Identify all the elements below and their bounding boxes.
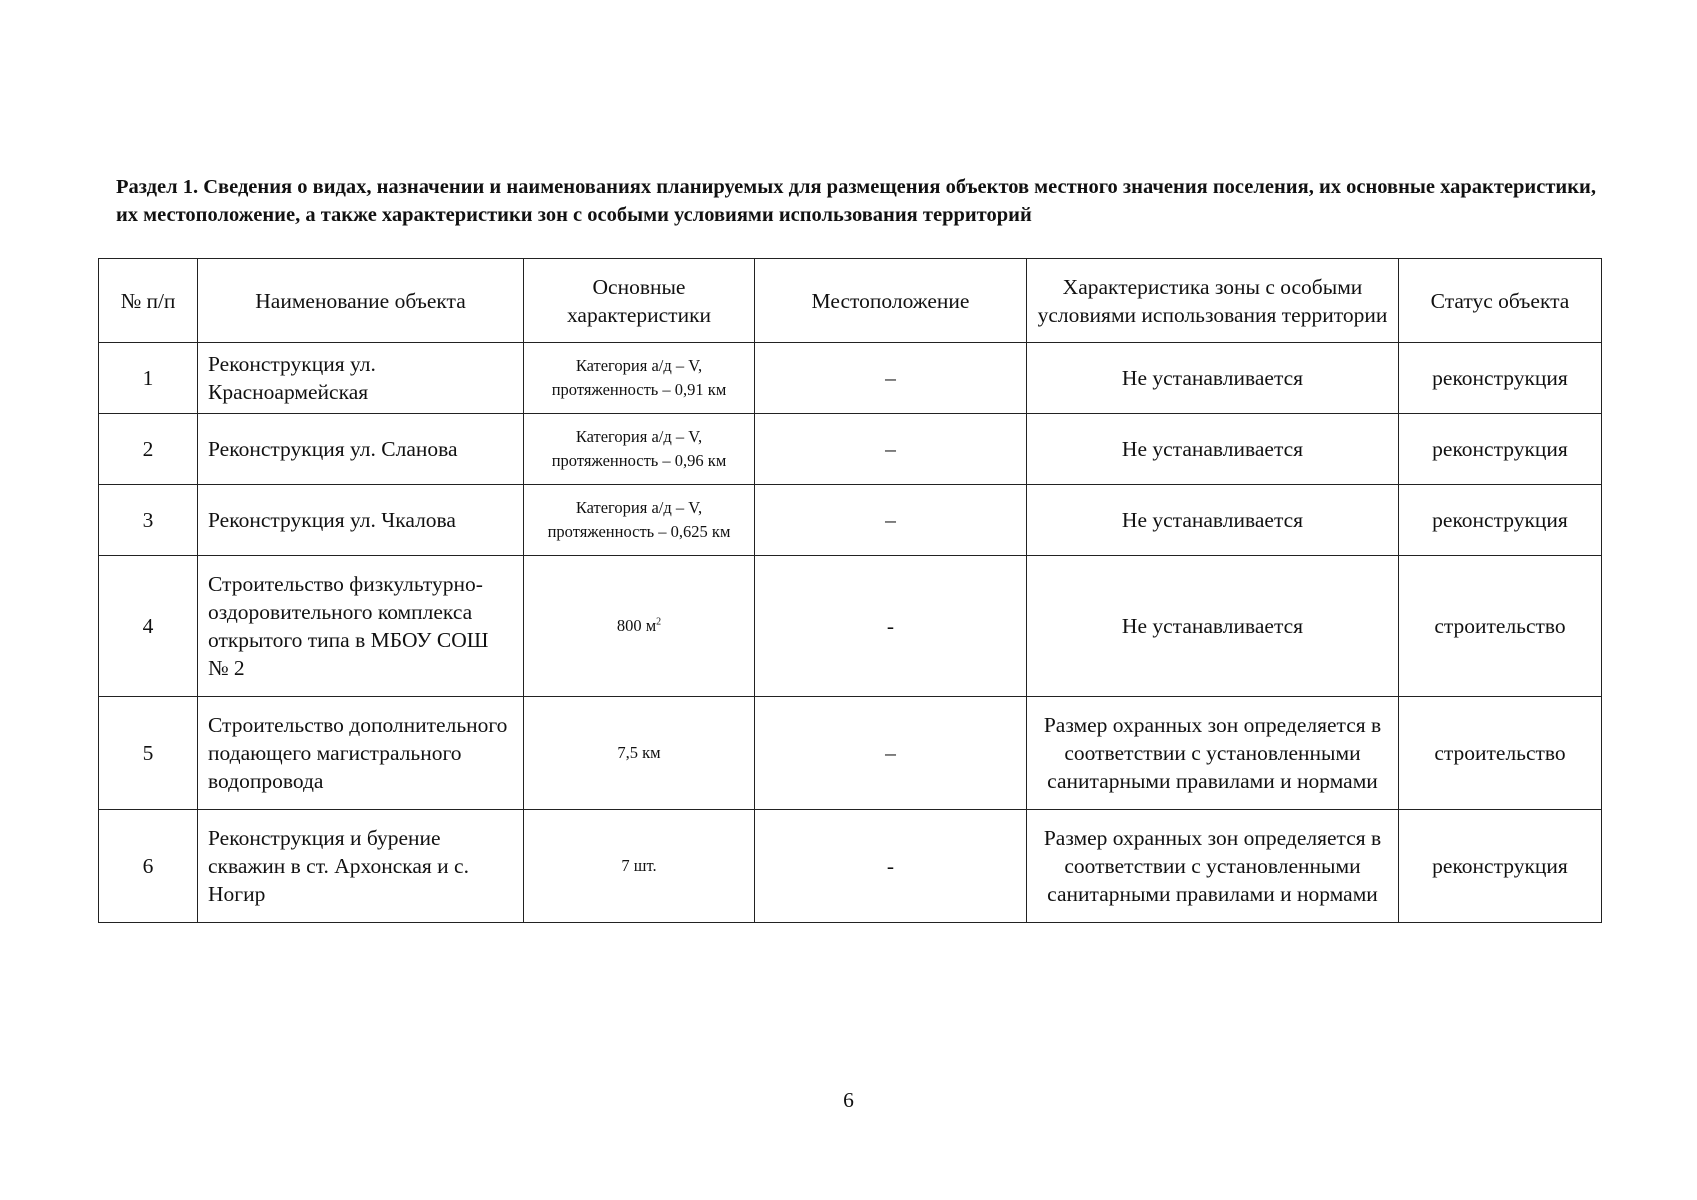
row-name: Строительство физкультурно-оздоровительного комплекса открытого типа в МБОУ СОШ № 2: [198, 556, 524, 697]
table-row: [99, 485, 1602, 556]
row-zone: Размер охранных зон определяется в соответствии с установленными санитарными правилами и нормами: [1027, 697, 1399, 810]
row-location: –: [755, 414, 1027, 485]
row-num: 1: [99, 343, 198, 414]
row-num: 3: [99, 485, 198, 556]
row-location: -: [755, 556, 1027, 697]
section-heading: Раздел 1. Сведения о видах, назначении и наименованиях планируемых для размещения объектов местного значения поселения, их основные характеристики, их местоположение, а также характеристики зон с особыми условиями использования территорий: [116, 176, 1596, 226]
row-num: 2: [99, 414, 198, 485]
header-location: Местоположение: [755, 259, 1027, 343]
table-row: [99, 414, 1602, 485]
page-number: 6: [843, 1088, 854, 1112]
row-zone: Не устанавливается: [1027, 556, 1399, 697]
row-zone: Размер охранных зон определяется в соответствии с установленными санитарными правилами и нормами: [1027, 810, 1399, 923]
row-status: строительство: [1399, 697, 1602, 810]
header-status: Статус объекта: [1399, 259, 1602, 343]
row-location: –: [755, 697, 1027, 810]
table-row: [99, 810, 1602, 923]
row-status: реконструкция: [1399, 485, 1602, 556]
row-zone: Не устанавливается: [1027, 485, 1399, 556]
row-location: –: [755, 485, 1027, 556]
planned-objects-table: [98, 258, 1602, 923]
row-name: Строительство дополнительного подающего магистрального водопровода: [198, 697, 524, 810]
row-characteristics: [524, 556, 755, 697]
row-characteristics: 7 шт.: [524, 810, 755, 923]
row-location: –: [755, 343, 1027, 414]
row-status: реконструкция: [1399, 414, 1602, 485]
header-zone: Характеристика зоны с особыми условиями использования территории: [1027, 259, 1399, 343]
header-characteristics: Основные характеристики: [524, 259, 755, 343]
row-name: Реконструкция ул. Красноармейская: [198, 343, 524, 414]
row-zone: Не устанавливается: [1027, 414, 1399, 485]
row-characteristics: Категория а/д – V, протяженность – 0,91 км: [524, 343, 755, 414]
header-num: № п/п: [99, 259, 198, 343]
header-name: Наименование объекта: [198, 259, 524, 343]
row-characteristics: 7,5 км: [524, 697, 755, 810]
row-num: 5: [99, 697, 198, 810]
row-name: Реконструкция ул. Чкалова: [198, 485, 524, 556]
row-characteristics: Категория а/д – V, протяженность – 0,96 км: [524, 414, 755, 485]
row-status: строительство: [1399, 556, 1602, 697]
area-unit-superscript: 2: [656, 616, 662, 628]
row-zone: Не устанавливается: [1027, 343, 1399, 414]
table-header-row: [99, 259, 1602, 343]
table-row: [99, 556, 1602, 697]
row-location: -: [755, 810, 1027, 923]
row-characteristics: Категория а/д – V, протяженность – 0,625 км: [524, 485, 755, 556]
row-name: Реконструкция и бурение скважин в ст. Архонская и с. Ногир: [198, 810, 524, 923]
row-num: 4: [99, 556, 198, 697]
row-status: реконструкция: [1399, 343, 1602, 414]
row-status: реконструкция: [1399, 810, 1602, 923]
row-num: 6: [99, 810, 198, 923]
area-value: 800 м: [616, 616, 657, 635]
row-name: Реконструкция ул. Сланова: [198, 414, 524, 485]
table-row: [99, 343, 1602, 414]
table-row: [99, 697, 1602, 810]
